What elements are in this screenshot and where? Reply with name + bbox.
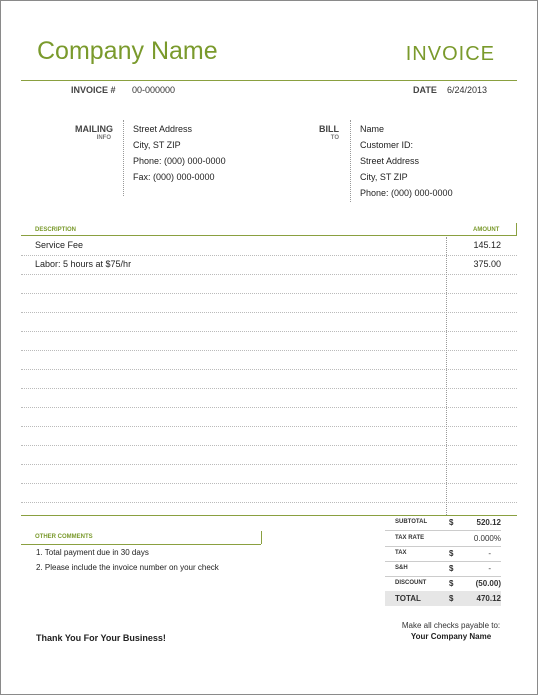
table-row[interactable] xyxy=(21,465,517,484)
sh-label: S&H xyxy=(395,565,408,571)
tax-rate-label: TAX RATE xyxy=(395,535,425,541)
subtotal-value: 520.12 xyxy=(476,518,501,527)
table-row[interactable] xyxy=(21,351,517,370)
bill-line: Name xyxy=(360,124,385,134)
table-row[interactable] xyxy=(21,256,517,275)
amount-column-divider xyxy=(446,237,447,515)
item-description: Service Fee xyxy=(35,240,84,250)
date-label: DATE xyxy=(413,85,437,95)
discount-label: DISCOUNT xyxy=(395,580,427,586)
currency-symbol: $ xyxy=(449,594,454,603)
total-row xyxy=(385,591,501,606)
items-header-tick xyxy=(516,223,517,235)
sh-row xyxy=(385,561,501,577)
mailing-line: Phone: (000) 000-0000 xyxy=(133,156,226,166)
invoice-number-label: INVOICE # xyxy=(71,85,116,95)
table-row[interactable] xyxy=(21,313,517,332)
item-description: Labor: 5 hours at $75/hr xyxy=(35,259,132,269)
currency-symbol: $ xyxy=(449,564,454,573)
tax-label: TAX xyxy=(395,550,407,556)
table-row[interactable] xyxy=(21,446,517,465)
discount-value: (50.00) xyxy=(475,579,501,588)
item-amount: 375.00 xyxy=(473,259,501,269)
table-row[interactable] xyxy=(21,275,517,294)
comments-tick xyxy=(261,531,262,544)
tax-rate-value: 0.000% xyxy=(473,534,501,543)
payable-name: Your Company Name xyxy=(410,632,492,641)
description-header: DESCRIPTION xyxy=(35,227,77,233)
comment-line: 1. Total payment due in 30 days xyxy=(36,548,149,557)
company-name: Company Name xyxy=(37,37,218,65)
amount-header: AMOUNT xyxy=(473,227,500,233)
bill-line: Phone: (000) 000-0000 xyxy=(360,188,453,198)
bill-sublabel: TO xyxy=(330,135,339,141)
tax-rate-row xyxy=(385,531,501,547)
bill-line: Customer ID: xyxy=(360,140,414,150)
subtotal-label: SUBTOTAL xyxy=(395,519,428,525)
bill-line: Street Address xyxy=(360,156,420,166)
bill-divider xyxy=(350,120,351,202)
document-title: INVOICE xyxy=(405,43,495,65)
bill-line: City, ST ZIP xyxy=(360,172,408,182)
table-row[interactable] xyxy=(21,389,517,408)
table-row[interactable] xyxy=(21,294,517,313)
bill-address xyxy=(360,121,453,201)
total-value: 470.12 xyxy=(476,594,501,603)
mailing-label: MAILING xyxy=(75,124,113,134)
invoice-date: 6/24/2013 xyxy=(447,85,488,95)
mailing-address xyxy=(133,121,226,185)
currency-symbol: $ xyxy=(449,579,454,588)
items-header-rule xyxy=(21,235,517,236)
mailing-line: Fax: (000) 000-0000 xyxy=(133,172,215,182)
mailing-line: City, ST ZIP xyxy=(133,140,181,150)
currency-symbol: $ xyxy=(449,518,454,527)
subtotal-row xyxy=(385,515,501,531)
thank-you-note: Thank You For Your Business! xyxy=(36,633,166,643)
table-row[interactable] xyxy=(21,427,517,446)
bill-label: BILL xyxy=(319,124,339,134)
header-divider xyxy=(21,80,517,81)
line-items xyxy=(21,237,517,521)
sh-value: - xyxy=(488,564,491,573)
mailing-line: Street Address xyxy=(133,124,193,134)
comments-rule xyxy=(21,544,261,545)
table-row[interactable] xyxy=(21,332,517,351)
mailing-sublabel: INFO xyxy=(96,135,111,141)
payable-note: Make all checks payable to: xyxy=(401,621,501,630)
table-row[interactable] xyxy=(21,237,517,256)
mailing-divider xyxy=(123,120,124,196)
tax-value: - xyxy=(488,549,491,558)
discount-row xyxy=(385,576,501,592)
invoice-number: 00-000000 xyxy=(132,85,176,95)
table-row[interactable] xyxy=(21,484,517,503)
tax-row xyxy=(385,546,501,562)
comments-header: OTHER COMMENTS xyxy=(35,534,93,540)
item-amount: 145.12 xyxy=(473,240,501,250)
currency-symbol: $ xyxy=(449,549,454,558)
table-row[interactable] xyxy=(21,370,517,389)
total-label: TOTAL xyxy=(395,594,421,603)
table-row[interactable] xyxy=(21,408,517,427)
comment-line: 2. Please include the invoice number on your check xyxy=(36,563,219,572)
